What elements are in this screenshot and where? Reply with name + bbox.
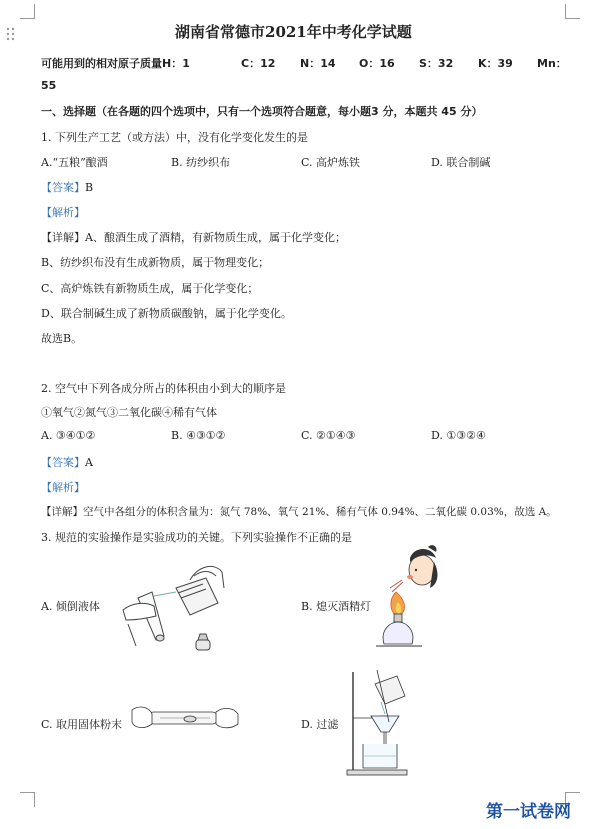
atomic-mass-mn: Mn： bbox=[537, 57, 567, 70]
alcohol-lamp-illustration bbox=[370, 544, 440, 656]
page-title: 湖南省常德市2021年中考化学试题 bbox=[175, 23, 412, 41]
q1-analysis-tag: 【解析】 bbox=[41, 206, 85, 219]
solid-powder-illustration bbox=[130, 700, 240, 736]
atomic-mass-mn-value: 55 bbox=[41, 79, 57, 92]
atomic-mass-n: N：14 bbox=[300, 57, 336, 70]
q2-stem: 2. 空气中下列各成分所占的体积由小到大的顺序是 bbox=[41, 382, 286, 395]
corner-mark-bottom-left bbox=[20, 792, 35, 807]
q2-option-a: A. ③④①② bbox=[41, 429, 96, 442]
answer-value: B bbox=[85, 181, 94, 194]
q1-detail-2: B、纺纱织布没有生成新物质，属于物理变化； bbox=[41, 256, 270, 269]
answer-tag: 【答案】 bbox=[41, 456, 85, 469]
q3-stem: 3. 规范的实验操作是实验成功的关键。下列实验操作不正确的是 bbox=[41, 531, 352, 544]
atomic-mass-c: C：12 bbox=[241, 57, 276, 70]
corner-mark-top-right bbox=[565, 4, 580, 19]
q2-analysis-tag: 【解析】 bbox=[41, 481, 85, 494]
q1-stem: 1. 下列生产工艺（或方法）中，没有化学变化发生的是 bbox=[41, 131, 308, 144]
answer-tag: 【答案】 bbox=[41, 181, 85, 194]
q1-detail-1: 【详解】A、酿酒生成了酒精，有新物质生成，属于化学变化； bbox=[41, 231, 346, 244]
corner-mark-top-left bbox=[20, 4, 35, 19]
q2-answer bbox=[41, 454, 93, 470]
q3-option-c: C. 取用固体粉末 bbox=[41, 718, 123, 731]
q3-option-d: D. 过滤 bbox=[301, 718, 339, 731]
q2-items: ①氧气②氮气③二氧化碳④稀有气体 bbox=[41, 406, 217, 419]
q2-option-c: C. ②①④③ bbox=[301, 429, 356, 442]
atomic-mass-k: K：39 bbox=[478, 57, 513, 70]
q1-answer bbox=[41, 179, 93, 195]
q2-detail: 【详解】空气中各组分的体积含量为：氮气 78%、氧气 21%、稀有气体 0.94%、二氧化碳 0.03%，故选 A。 bbox=[41, 506, 557, 518]
q1-option-d: D. 联合制碱 bbox=[431, 156, 491, 169]
q1-option-b: B. 纺纱织布 bbox=[171, 156, 231, 169]
site-logo[interactable]: 第一试卷网 bbox=[486, 802, 571, 822]
atomic-mass-s: S：32 bbox=[419, 57, 454, 70]
q2-option-d: D. ①③②④ bbox=[431, 429, 486, 442]
filtration-illustration bbox=[345, 666, 425, 778]
drag-handle-icon[interactable] bbox=[6, 26, 16, 40]
q3-option-b: B. 熄灭酒精灯 bbox=[301, 600, 372, 613]
atomic-mass-label: 可能用到的相对原子质量H：1 bbox=[41, 57, 190, 70]
answer-value: A bbox=[85, 456, 93, 469]
q2-option-b: B. ④③①② bbox=[171, 429, 226, 442]
q3-option-a: A. 倾倒液体 bbox=[41, 600, 100, 613]
q1-conclusion: 故选B。 bbox=[41, 332, 83, 345]
q1-detail-3: C、高炉炼铁有新物质生成，属于化学变化； bbox=[41, 282, 259, 295]
q1-option-c: C. 高炉炼铁 bbox=[301, 156, 361, 169]
q1-detail-4: D、联合制碱生成了新物质碳酸钠，属于化学变化。 bbox=[41, 307, 292, 320]
pouring-liquid-illustration bbox=[118, 558, 228, 658]
q1-option-a: A.“五粮”酿酒 bbox=[41, 156, 108, 169]
section-heading: 一、选择题（在各题的四个选项中，只有一个选项符合题意，每小题3 分，本题共 45 分） bbox=[41, 105, 483, 118]
atomic-mass-o: O：16 bbox=[359, 57, 395, 70]
